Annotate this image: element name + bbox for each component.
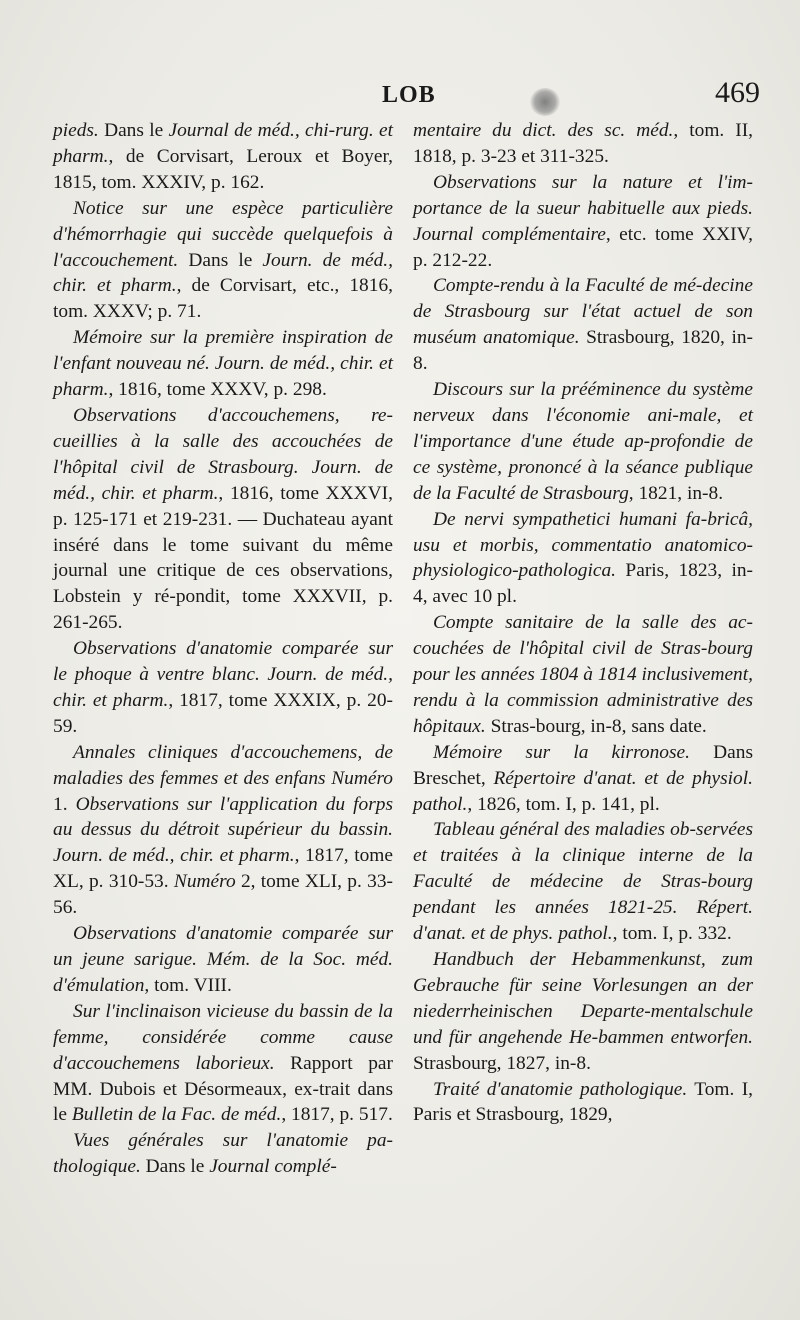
entry-citation-text: Tom. I, Paris et Strasbourg, 1829, bbox=[413, 1078, 754, 1126]
entry-title-text: Observations sur l'application du forps au dessus du détroit supérieur du bassin. Journ. de méd., chir. et pharm. bbox=[53, 793, 394, 867]
entry-citation-text: , 1816, tome XXXVI, p. 125-171 et 219-231. — Duchateau ayant inséré dans le tome suivant du même journal une critique de ces observations, Lobstein y ré-pondit, tome XXXVII, p. 261-265. bbox=[53, 482, 393, 634]
entry-title-text: Tableau général des maladies ob-servées et traitées à la clinique interne de la Faculté de médecine de Stras-bourg pendant les années 1821-25. Répert. d'anat. et de phys. pathol. bbox=[413, 819, 753, 945]
entry-citation-text: , 1816, tome XXXV, p. 298. bbox=[108, 379, 327, 401]
entry-citation-text: , tom. I, p. 332. bbox=[612, 923, 732, 945]
entry-citation-text: Paris, 1823, in-4, avec 10 pl. bbox=[413, 560, 753, 608]
entry-title-text: Observations d'anatomie comparée sur un jeune sarigue. Mém. de la Soc. méd. d'émulation bbox=[53, 923, 393, 996]
entry-title-text: Mémoire sur la kirronose. bbox=[433, 741, 690, 763]
entry-title-text: Répertoire d'anat. et de physiol. pathol. bbox=[413, 767, 753, 815]
bibliography-entry bbox=[53, 196, 393, 326]
entry-citation-text: , tom. VIII. bbox=[144, 974, 232, 996]
entry-title-text: Bulletin de la Fac. de méd. bbox=[71, 1104, 282, 1126]
entry-title-text: Annales cliniques d'accouchemens, de maladies des femmes et des enfans Numéro bbox=[53, 741, 393, 789]
left-column bbox=[53, 118, 393, 1180]
entry-title-text: Journal complé- bbox=[209, 1156, 337, 1178]
entry-title-text: Discours sur la prééminence du système nerveux dans l'économie ani-male, et l'importance d'une étude ap-profondie de ce système, prononcé à la séance publique de la Faculté de Strasbourg bbox=[413, 379, 753, 504]
bibliography-entry bbox=[413, 118, 753, 170]
bibliography-entry bbox=[413, 947, 753, 1077]
bibliography-entry bbox=[53, 118, 393, 196]
bibliography-entry bbox=[53, 1128, 393, 1180]
bibliography-entry bbox=[53, 921, 393, 999]
entry-citation-text: , 1826, tom. I, p. 141, pl. bbox=[467, 793, 660, 815]
entry-citation-text: Dans le bbox=[178, 249, 263, 271]
entry-title-text: Notice sur une espèce particulière d'hémorrhagie qui succède quelquefois à l'accouchement. bbox=[53, 197, 393, 271]
entry-citation-text: , de Corvisart, etc., 1816, tom. XXXV; p. 71. bbox=[53, 275, 393, 323]
entry-title-text: Sur l'inclinaison vicieuse du bassin de la femme, considérée comme cause d'accouchemens laborieux. bbox=[53, 1000, 393, 1074]
entry-citation-text: , 1817, p. 517. bbox=[281, 1104, 393, 1126]
bibliography-entry bbox=[53, 403, 393, 636]
entry-citation-text: , 1817, tome XXXIX, p. 20-59. bbox=[53, 689, 393, 737]
bibliography-entry bbox=[413, 507, 753, 611]
bibliography-entry bbox=[53, 740, 393, 921]
entry-title-text: Vues générales sur l'anatomie pa-thologique. bbox=[53, 1130, 393, 1178]
bibliography-entry bbox=[53, 636, 393, 740]
entry-citation-text: Rapport par MM. Dubois et Désormeaux, ex-trait dans le bbox=[53, 1052, 393, 1126]
entry-title-text: Handbuch der Hebammenkunst, zum Gebrauche für seine Vorlesungen an der niederrheinischen Departe-mentalschule und für angehende He-bammen entworfen. bbox=[413, 949, 753, 1048]
bibliography-entry bbox=[413, 1077, 753, 1129]
entry-citation-text: , de Corvisart, Leroux et Boyer, 1815, tom. XXXIV, p. 162. bbox=[53, 145, 393, 193]
page-number: 469 bbox=[715, 76, 760, 109]
bibliography-entry bbox=[413, 817, 753, 947]
entry-citation-text: , 1821, in-8. bbox=[628, 482, 724, 504]
entry-title-text: Journ. de méd., chir. et pharm. bbox=[53, 249, 393, 297]
running-title: LOB bbox=[382, 82, 436, 108]
bibliography-entry bbox=[53, 999, 393, 1129]
bibliography-entry bbox=[413, 170, 753, 274]
entry-title-text: Journal de méd., chi-rurg. et pharm. bbox=[53, 120, 393, 167]
bibliography-entry bbox=[413, 740, 753, 818]
entry-title-text: mentaire du dict. des sc. méd. bbox=[413, 120, 674, 141]
entry-title-text: Traité d'anatomie pathologique. bbox=[433, 1078, 688, 1100]
page-header bbox=[30, 76, 770, 120]
entry-citation-text: Dans Breschet, bbox=[413, 741, 753, 789]
entry-citation-text: , 1817, tome XL, p. 310-53. bbox=[53, 845, 393, 893]
entry-title-text: Observations sur la nature et l'im-portance de la sueur habituelle aux pieds. Journal complémentaire bbox=[413, 171, 753, 245]
entry-citation-text: Dans le bbox=[98, 120, 169, 141]
entry-title-text: Observations d'accouchemens, re-cueillies à la salle des accouchées de l'hôpital civil de Strasbourg. Journ. de méd., chir. et pharm. bbox=[53, 404, 393, 504]
entry-citation-text: , tom. II, 1818, p. 3-23 et 311-325. bbox=[413, 120, 753, 167]
entry-title-text: Compte-rendu à la Faculté de mé-decine de Strasbourg sur l'état actuel de son muséum anatomique. bbox=[413, 275, 753, 349]
entry-citation-text: Dans le bbox=[140, 1156, 210, 1178]
bibliography-entry bbox=[413, 610, 753, 740]
entry-title-text: Observations d'anatomie comparée sur le phoque à ventre blanc. Journ. de méd., chir. et pharm. bbox=[53, 638, 393, 711]
entry-citation-text: , etc. tome XXIV, p. 212-22. bbox=[413, 223, 753, 271]
entry-title-text: Compte sanitaire de la salle des ac-couchées de l'hôpital civil de Stras-bourg pour les années 1804 à 1814 inclusivement, rendu à la commission administrative des hôpitaux. bbox=[413, 612, 753, 737]
right-column bbox=[413, 118, 753, 1128]
entry-title-text: pieds. bbox=[53, 120, 99, 141]
entry-citation-text: Strasbourg, 1827, in-8. bbox=[413, 1052, 591, 1074]
entry-citation-text: 1. bbox=[53, 793, 76, 815]
bibliography-entry bbox=[413, 377, 753, 507]
entry-citation-text: Strasbourg, 1820, in-8. bbox=[413, 327, 753, 375]
entry-title-text: Mémoire sur la première inspiration de l'enfant nouveau né. Journ. de méd., chir. et pharm. bbox=[53, 327, 393, 401]
bibliography-entry bbox=[413, 273, 753, 377]
entry-title-text: Numéro bbox=[173, 871, 236, 893]
entry-title-text: De nervi sympathetici humani fa-bricâ, usu et morbis, commentatio anatomico-physiologico-pathologica. bbox=[413, 508, 753, 582]
entry-citation-text: 2, tome XLI, p. 33-56. bbox=[53, 871, 393, 919]
entry-citation-text: Stras-bourg, in-8, sans date. bbox=[485, 715, 707, 737]
bibliography-entry bbox=[53, 325, 393, 403]
